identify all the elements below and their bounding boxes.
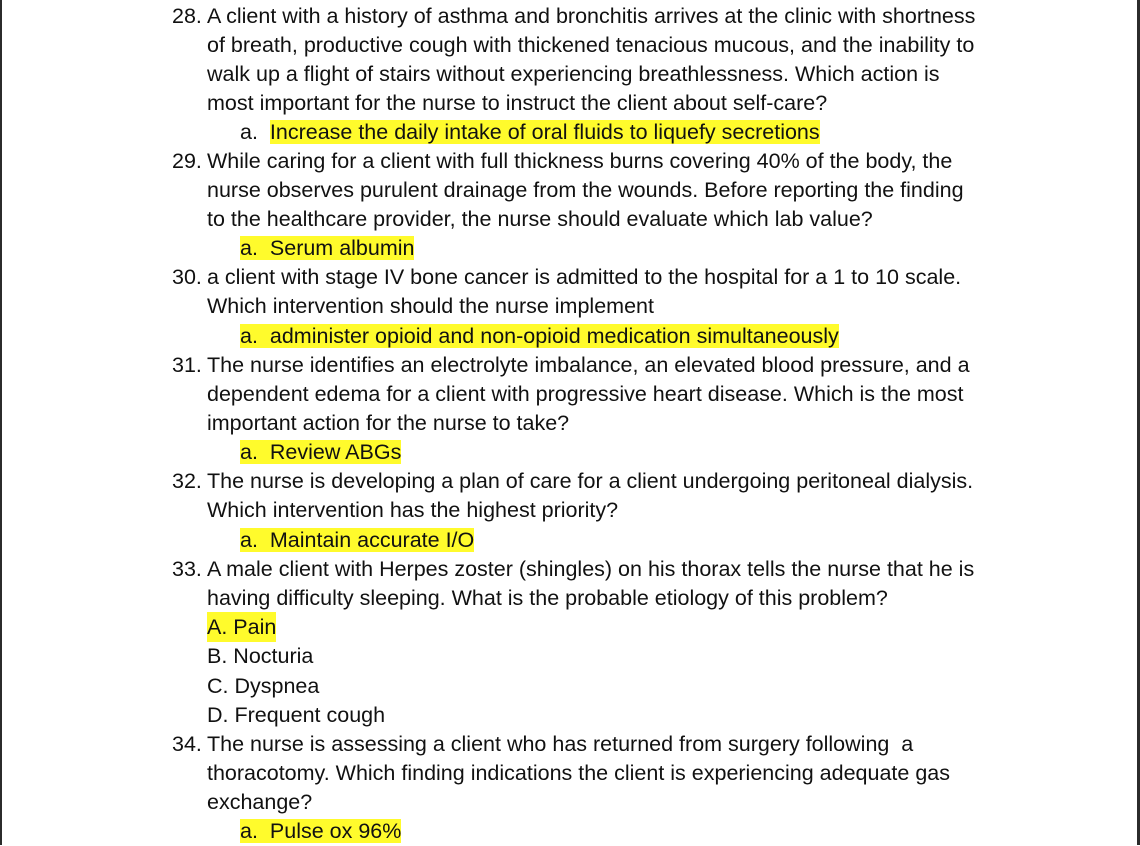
question-text: important action for the nurse to take? — [207, 411, 570, 435]
question-text: Which intervention has the highest priority? — [207, 498, 619, 522]
question-number: 28. — [172, 4, 202, 28]
question-number: 29. — [172, 149, 202, 173]
question-text: The nurse identifies an electrolyte imbalance, an elevated blood pressure, and a — [207, 353, 970, 377]
answer-option — [240, 233, 414, 263]
question-text: Which intervention should the nurse implement — [207, 294, 654, 318]
answer-option: C. Dyspnea — [207, 674, 320, 698]
question-text: nurse observes purulent drainage from the wounds. Before reporting the finding — [207, 178, 964, 202]
question-text: A male client with Herpes zoster (shingles) on his thorax tells the nurse that he is — [207, 557, 975, 581]
highlighted-answer: Maintain accurate I/O — [269, 528, 475, 552]
question-text: most important for the nurse to instruct the client about self-care? — [207, 91, 828, 115]
highlighted-answer-marker: a. — [240, 236, 258, 260]
question-text: a client with stage IV bone cancer is admitted to the hospital for a 1 to 10 scale. — [207, 265, 962, 289]
answer-option — [240, 816, 401, 846]
question-text: of breath, productive cough with thickened tenacious mucous, and the inability to — [207, 33, 975, 57]
highlighted-answer-marker: a. — [240, 440, 258, 464]
question-text: A client with a history of asthma and bronchitis arrives at the clinic with shortness — [207, 4, 976, 28]
answer-option — [240, 117, 820, 147]
highlighted-answer: Serum albumin — [269, 236, 415, 260]
highlighted-answer: A. Pain — [207, 612, 276, 642]
question-number: 33. — [172, 557, 202, 581]
question-text: having difficulty sleeping. What is the probable etiology of this problem? — [207, 586, 888, 610]
question-text: walk up a flight of stairs without experiencing breathlessness. Which action is — [207, 62, 940, 86]
question-number: 31. — [172, 353, 202, 377]
question-text: The nurse is assessing a client who has returned from surgery following a — [207, 732, 914, 756]
answer-option — [240, 525, 474, 555]
question-number: 30. — [172, 265, 202, 289]
highlighted-answer: Review ABGs — [269, 440, 402, 464]
question-text: thoracotomy. Which finding indications the client is experiencing adequate gas — [207, 761, 950, 785]
highlighted-answer-marker: a. — [240, 819, 258, 843]
question-number: 34. — [172, 732, 202, 756]
page-border-left — [0, 0, 2, 845]
question-text: The nurse is developing a plan of care for a client undergoing peritoneal dialysis. — [207, 469, 974, 493]
question-text: While caring for a client with full thickness burns covering 40% of the body, the — [207, 149, 953, 173]
highlighted-answer: Increase the daily intake of oral fluids to liquefy secretions — [269, 120, 820, 144]
answer-option: D. Frequent cough — [207, 703, 386, 727]
question-text: dependent edema for a client with progressive heart disease. Which is the most — [207, 382, 964, 406]
question-number: 32. — [172, 469, 202, 493]
answer-option — [240, 321, 839, 351]
question-text: to the healthcare provider, the nurse should evaluate which lab value? — [207, 207, 873, 231]
question-text: exchange? — [207, 790, 313, 814]
answer-option — [240, 437, 401, 467]
highlighted-answer: administer opioid and non-opioid medication simultaneously — [269, 324, 839, 348]
answer-option: B. Nocturia — [207, 644, 314, 668]
answer-marker: a. — [240, 120, 258, 144]
highlighted-answer-marker: a. — [240, 528, 258, 552]
highlighted-answer: Pulse ox 96% — [269, 819, 402, 843]
highlighted-answer-marker: a. — [240, 324, 258, 348]
